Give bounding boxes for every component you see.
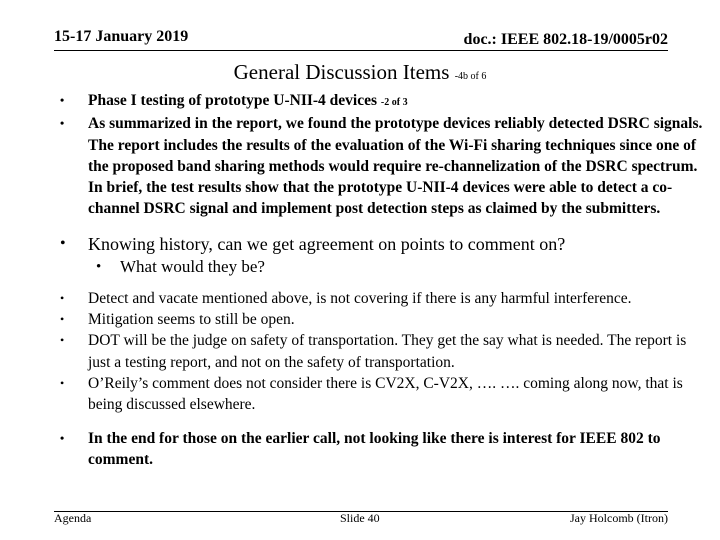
bullet-icon: • <box>60 333 65 348</box>
slide-title-suffix: -4b of 6 <box>454 71 487 82</box>
bullet-text: Phase I testing of prototype U-NII-4 devices <box>88 92 378 109</box>
bullet-item <box>56 113 706 219</box>
slide-title-main: General Discussion Items <box>233 60 450 84</box>
bullet-text: In the end for those on the earlier call, not looking like there is interest for IEEE 802 to comment. <box>88 429 661 468</box>
bullet-text: DOT will be the judge on safety of transportation. They get the say what is needed. The report is just a testing report, and not on the safety of transportation. <box>88 332 687 371</box>
slide-body <box>56 90 706 470</box>
footer-author: Jay Holcomb (Itron) <box>570 511 668 525</box>
bullet-item <box>56 428 706 471</box>
bullet-text: Mitigation seems to still be open. <box>88 311 295 329</box>
bullet-icon: • <box>60 116 65 131</box>
bullet-icon: • <box>60 93 65 107</box>
bullet-icon: • <box>96 258 102 275</box>
slide-header <box>0 0 720 50</box>
bullet-text: Detect and vacate mentioned above, is not covering if there is any harmful interference. <box>88 289 632 307</box>
bullet-item <box>56 232 706 256</box>
bullet-item <box>56 373 706 416</box>
slide-title <box>0 60 720 85</box>
header-divider <box>54 50 668 51</box>
bullet-text: What would they be? <box>120 256 265 276</box>
bullet-item <box>56 309 706 330</box>
header-doc-id: doc.: IEEE 802.18-19/0005r02 <box>463 31 668 48</box>
slide-number: Slide 40 <box>340 511 380 525</box>
bullet-icon: • <box>60 312 65 327</box>
sub-bullet-item <box>56 256 706 278</box>
bullet-item <box>56 90 706 113</box>
bullet-item <box>56 288 706 309</box>
bullet-icon: • <box>60 430 65 445</box>
bullet-item <box>56 330 706 373</box>
bullet-suffix: -2 of 3 <box>380 97 408 108</box>
bullet-text: As summarized in the report, we found the prototype devices reliably detected DSRC signals. The report includes the results of the evaluation of the Wi-Fi sharing techniques since one of the proposed band sharing methods would require re-channelization of the DSRC spectrum. In brief, the test results show that the prototype U-NII-4 devices were able to detect a co-channel DSRC signal and implement post detection steps as claimed by the submitters. <box>88 115 703 218</box>
bullet-icon: • <box>60 375 65 390</box>
bullet-icon: • <box>60 290 65 305</box>
bullet-text: Knowing history, can we get agreement on points to comment on? <box>88 233 566 254</box>
header-date: 15-17 January 2019 <box>54 28 189 45</box>
bullet-text: O’Reily’s comment does not consider there is CV2X, C-V2X, …. …. coming along now, that is being discussed elsewhere. <box>88 374 683 414</box>
footer-left: Agenda <box>54 511 92 525</box>
bullet-icon: • <box>60 234 66 252</box>
